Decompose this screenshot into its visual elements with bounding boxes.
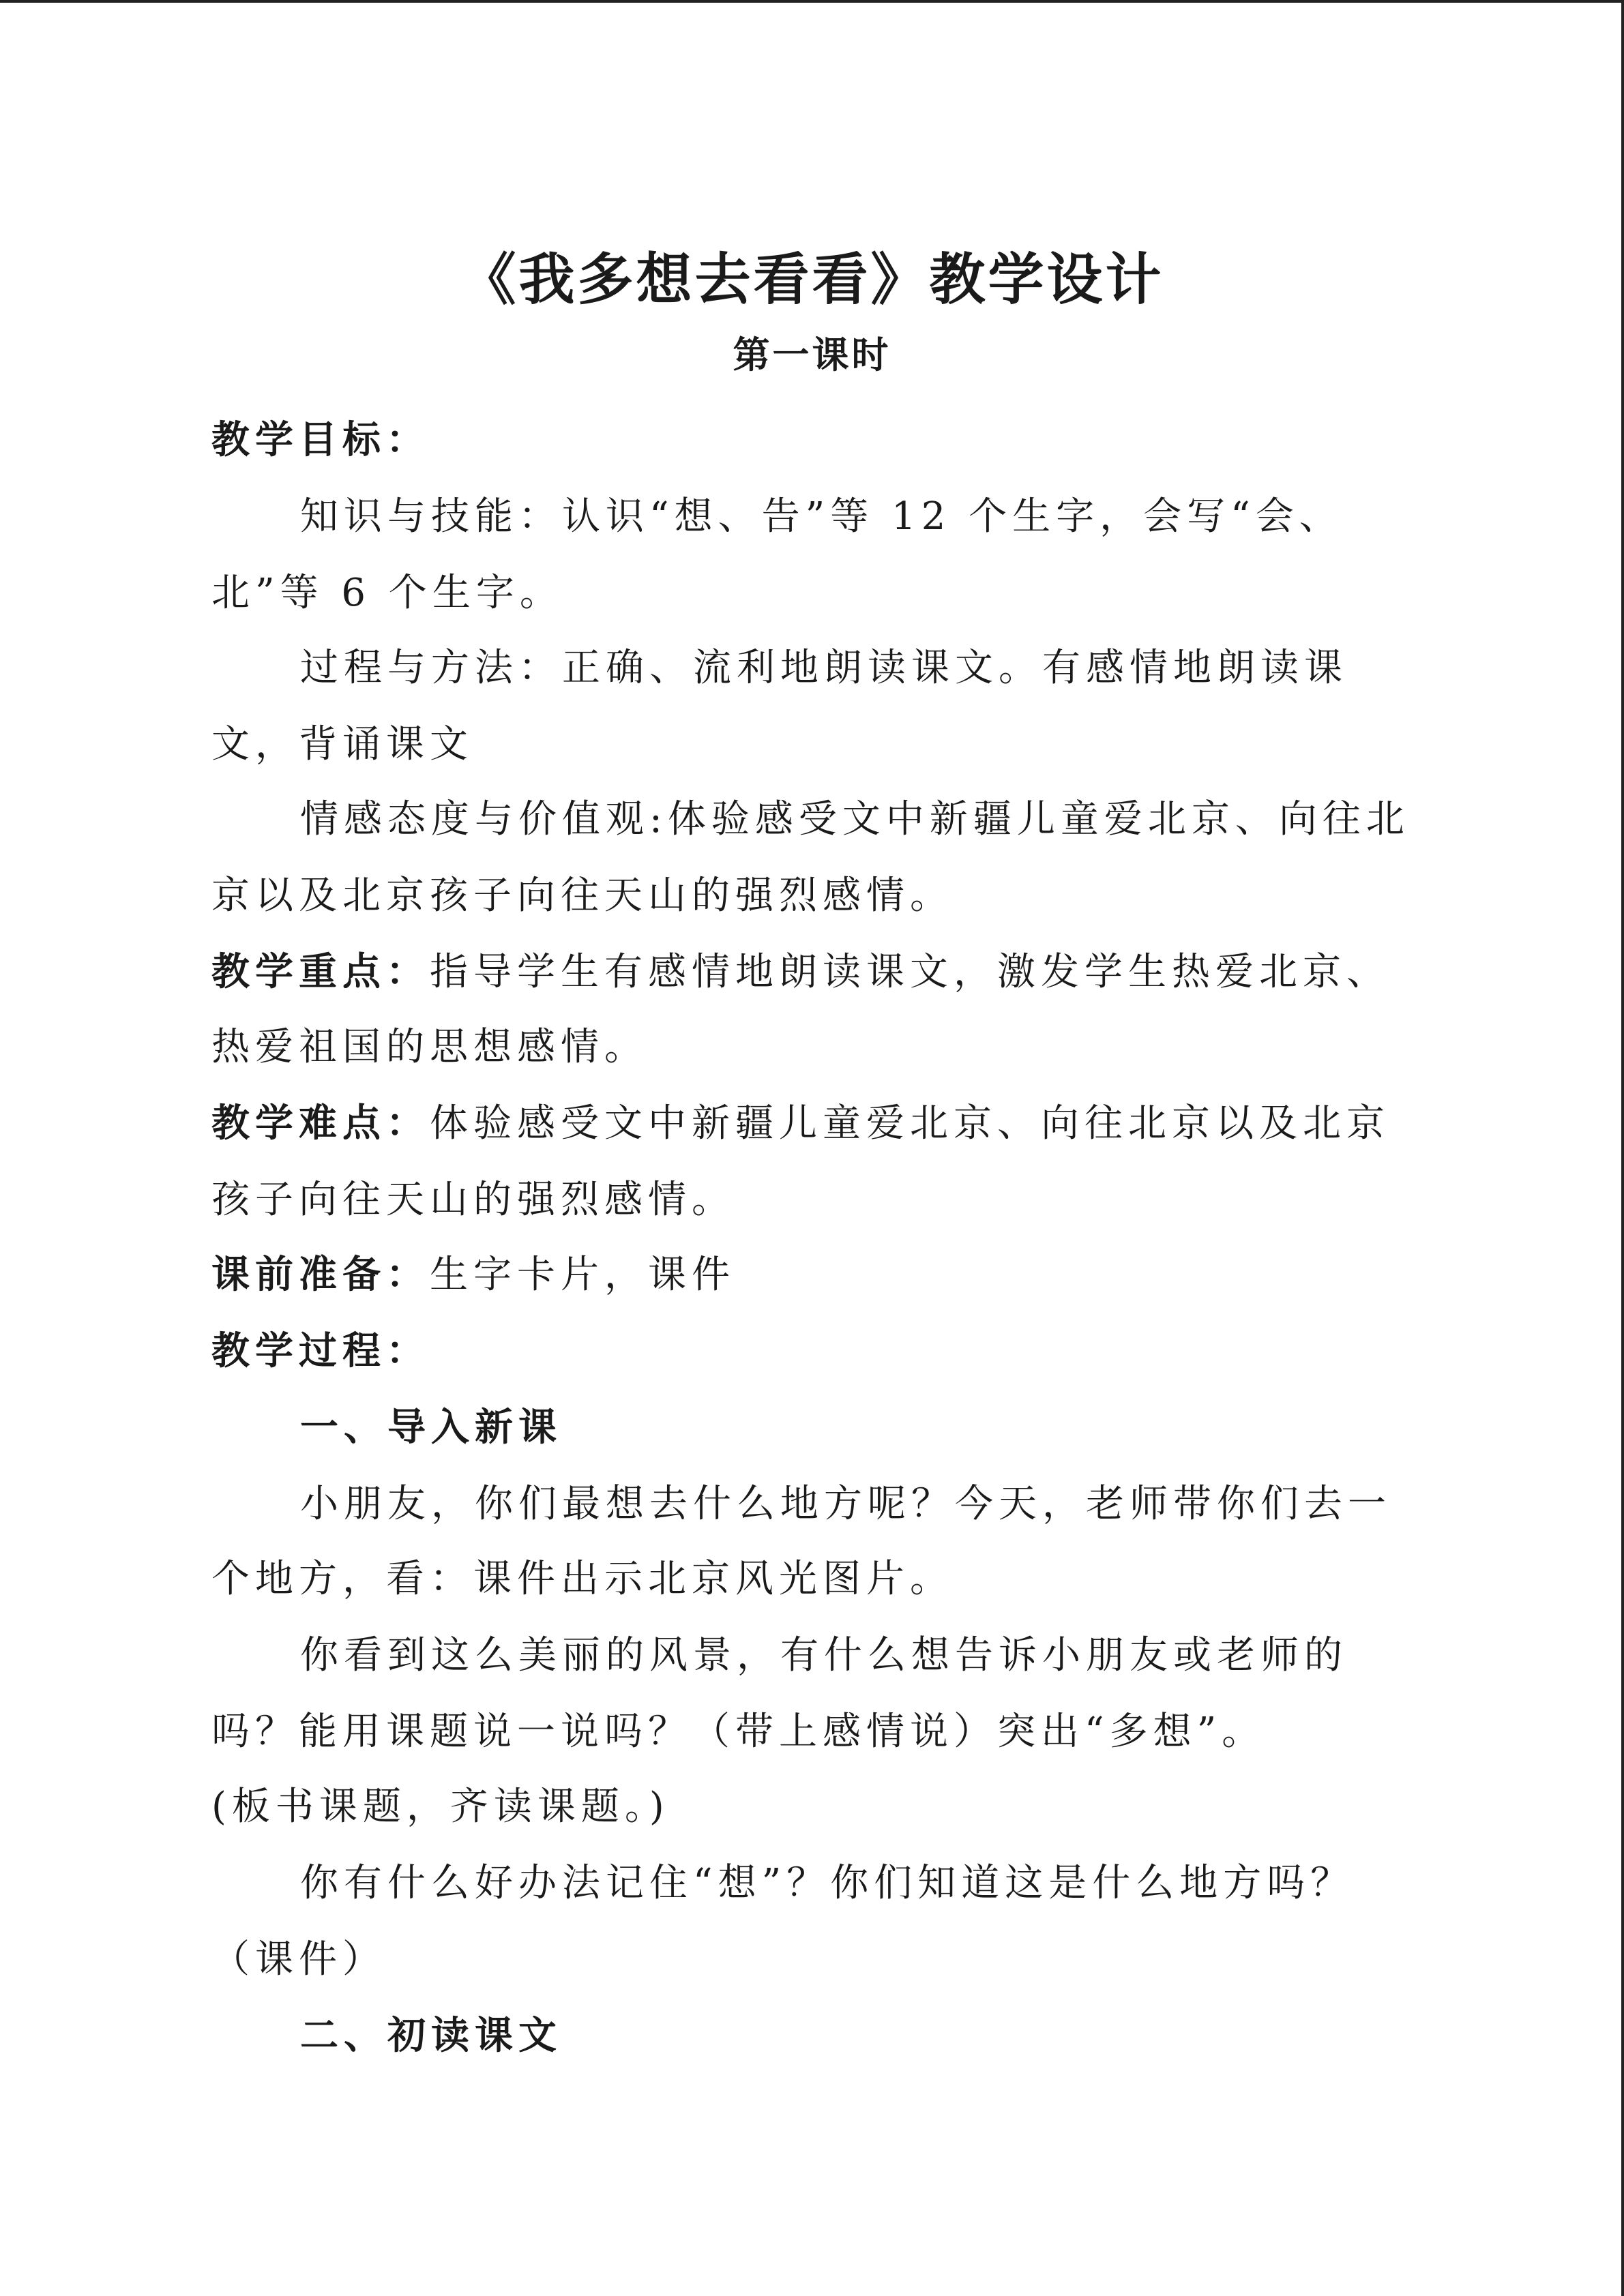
difficulty-line-2: 孩子向往天山的强烈感情。 [211,1178,735,1222]
key-point-line-1 [211,950,1390,994]
objective-knowledge-line-1: 知识与技能：认识“想、告”等 12 个生字，会写“会、 [300,494,1343,539]
paragraph-2-line-2: 吗？能用课题说一说吗？（带上感情说）突出“多想”。 [211,1710,1266,1754]
paragraph-1-line-2: 个地方，看：课件出示北京风光图片。 [211,1557,954,1601]
objective-knowledge-line-2: 北”等 6 个生字。 [211,571,563,615]
preparation-label: 课前准备： [211,1253,430,1297]
document-title: 《我多想去看看》教学设计 [460,247,1164,312]
paragraph-2-line-3: (板书课题，齐读课题。) [211,1785,670,1829]
paragraph-1-line-1: 小朋友，你们最想去什么地方呢？今天，老师带你们去一 [300,1482,1391,1526]
section-2-heading: 二、初读课文 [300,2014,562,2058]
paragraph-3-line-2: （课件） [211,1937,386,1982]
preparation-line [211,1253,735,1297]
objective-emotion-line-1: 情感态度与价值观:体验感受文中新疆儿童爱北京、向往北 [300,797,1410,841]
page-border-top [0,0,1624,3]
paragraph-3-line-1: 你有什么好办法记住“想”？你们知道这是什么地方吗？ [300,1861,1355,1905]
difficulty-line-1 [211,1101,1390,1146]
document-subtitle: 第一课时 [733,333,891,376]
difficulty-label: 教学难点： [211,1101,430,1146]
difficulty-text: 体验感受文中新疆儿童爱北京、向往北京以及北京 [430,1101,1390,1146]
key-point-label: 教学重点： [211,950,430,994]
key-point-text: 指导学生有感情地朗读课文，激发学生热爱北京、 [430,950,1390,994]
section-1-heading: 一、导入新课 [300,1405,562,1450]
objectives-label: 教学目标： [211,418,430,462]
objective-emotion-line-2: 京以及北京孩子向往天山的强烈感情。 [211,874,954,918]
process-label: 教学过程： [211,1329,430,1373]
key-point-line-2: 热爱祖国的思想感情。 [211,1025,648,1069]
objective-process-line-2: 文，背诵课文 [211,722,473,766]
objective-process-line-1: 过程与方法：正确、流利地朗读课文。有感情地朗读课 [300,646,1348,690]
preparation-text: 生字卡片，课件 [430,1253,735,1297]
paragraph-2-line-1: 你看到这么美丽的风景，有什么想告诉小朋友或老师的 [300,1633,1348,1678]
